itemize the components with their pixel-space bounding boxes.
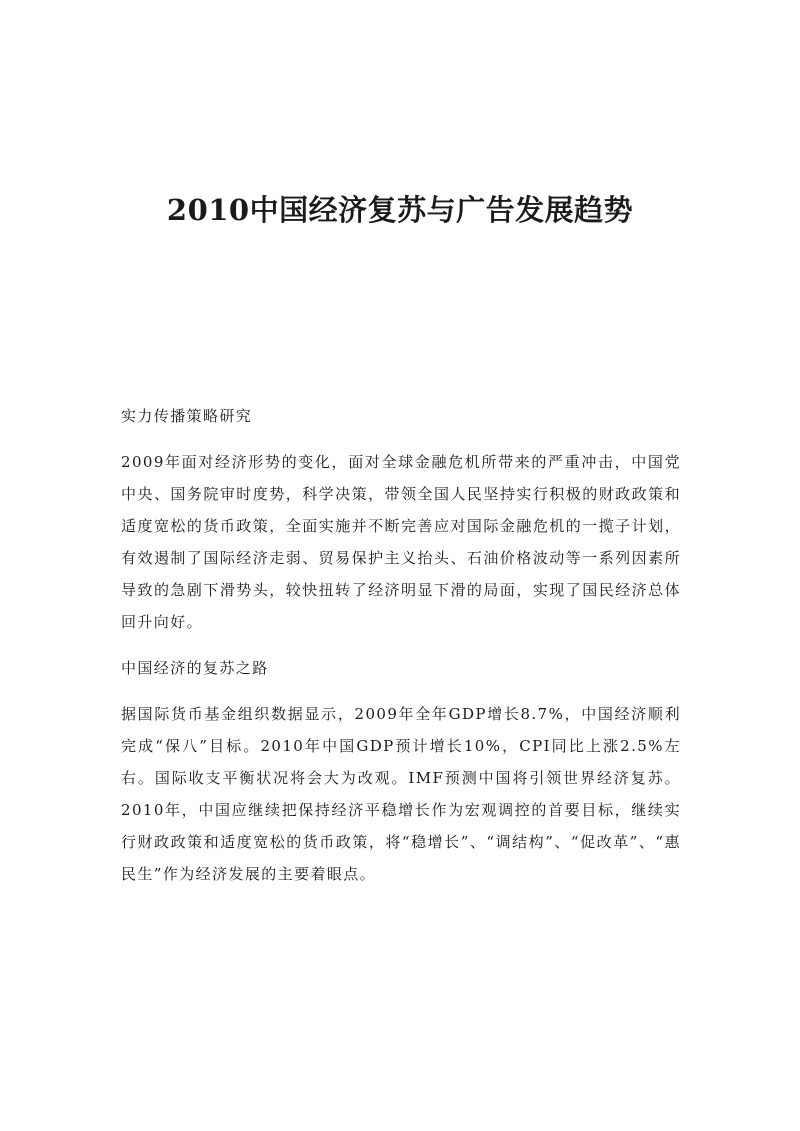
- author-line: 实力传播策略研究: [121, 407, 253, 425]
- document-body: [121, 400, 681, 904]
- section-heading: 中国经济的复苏之路: [121, 659, 269, 677]
- page-title: 2010中国经济复苏与广告发展趋势: [166, 193, 634, 227]
- paragraph-intro: 2009年面对经济形势的变化，面对全球金融危机所带来的严重冲击，中国党中央、国务院审时度势，科学决策，带领全国人民坚持实行积极的财政政策和适度宽松的货币政策，全面实施并不断完善应对国际金融危机的一揽子计划，有效遏制了国际经济走弱、贸易保护主义抬头、石油价格波动等一系列因素所导致的急剧下滑势头，较快扭转了经济明显下滑的局面，实现了国民经济总体回升向好。: [121, 453, 681, 631]
- paragraph-recovery: 据国际货币基金组织数据显示，2009年全年GDP增长8.7%，中国经济顺利完成“保八”目标。2010年中国GDP预计增长10%，CPI同比上涨2.5%左右。国际收支平衡状况将会大为改观。IMF预测中国将引领世界经济复苏。2010年，中国应继续把保持经济平稳增长作为宏观调控的首要目标，继续实行财政政策和适度宽松的货币政策，将“稳增长”、“调结构”、“促改革”、“惠民生”作为经济发展的主要着眼点。: [121, 705, 681, 883]
